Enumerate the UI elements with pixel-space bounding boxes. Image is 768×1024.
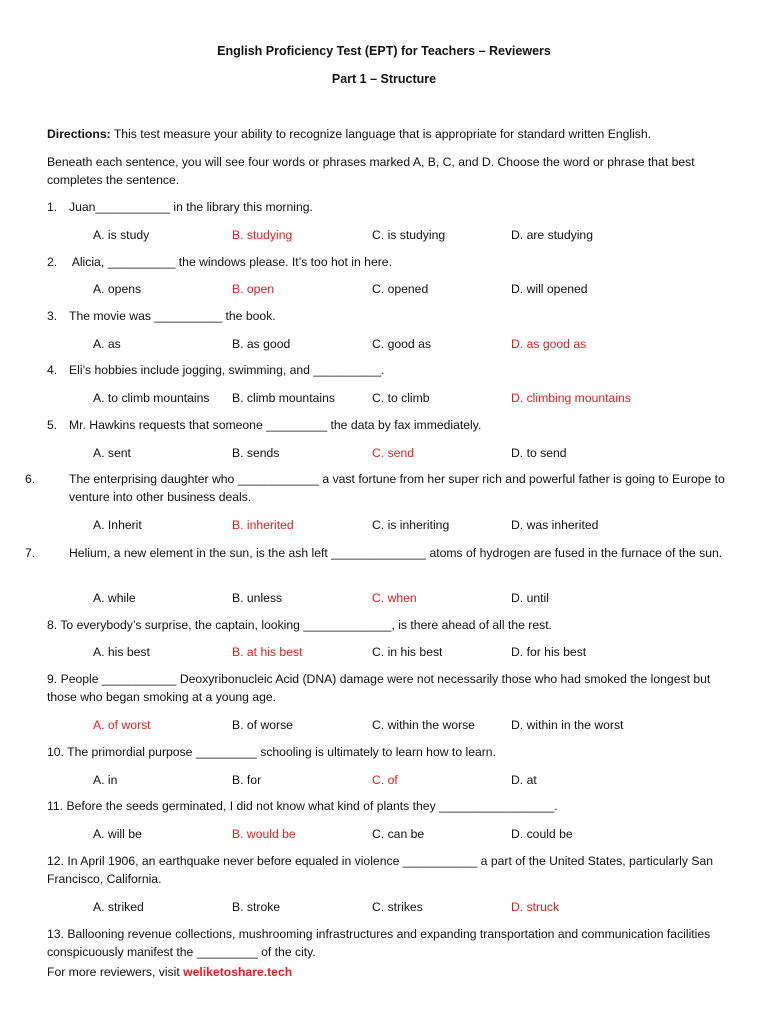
option-a[interactable]: A. is study (93, 228, 150, 242)
question-4 (47, 361, 722, 379)
option-d[interactable]: D. to send (511, 446, 567, 460)
document-subtitle: Part 1 – Structure (331, 72, 437, 86)
question-12 (47, 852, 722, 888)
option-a[interactable]: A. while (93, 591, 136, 605)
instructions: Beneath each sentence, you will see four words or phrases marked A, B, C, and D. Choose the word or phrase that best completes the sentence. (47, 155, 695, 187)
footer (47, 963, 727, 981)
option-c[interactable]: C. opened (372, 282, 429, 296)
option-c[interactable]: C. is studying (372, 228, 446, 242)
question-text: The primordial purpose _________ schooling is ultimately to learn how to learn. (67, 745, 496, 759)
question-1 (47, 198, 722, 216)
question-number: 2. (47, 255, 58, 269)
question-8 (47, 616, 722, 634)
option-c[interactable]: C. of (372, 773, 398, 787)
question-number: 3. (47, 309, 58, 323)
option-c[interactable]: C. can be (372, 827, 425, 841)
question-text: Juan___________ in the library this morning. (69, 200, 313, 214)
directions-text: This test measure your ability to recognize language that is appropriate for standard written English. (113, 127, 652, 141)
question-number: 11. (47, 799, 64, 813)
option-c[interactable]: C. good as (372, 337, 431, 351)
directions (47, 125, 727, 143)
option-b[interactable]: B. would be (232, 827, 296, 841)
document-title: English Proficiency Test (EPT) for Teachers – Reviewers (217, 44, 551, 58)
options-9 (93, 716, 733, 734)
question-text: Before the seeds germinated, I did not know what kind of plants they _________________. (66, 799, 558, 813)
question-text: In April 1906, an earthquake never before equaled in violence ___________ a part of the United States, particularly San Francisco, California. (47, 854, 714, 886)
option-c[interactable]: C. within the worse (372, 718, 475, 732)
option-a[interactable]: A. will be (93, 827, 142, 841)
question-text: Mr. Hawkins requests that someone _________ the data by fax immediately. (69, 418, 482, 432)
question-10 (47, 743, 722, 761)
options-6 (93, 516, 733, 534)
option-a[interactable]: A. to climb mountains (93, 391, 210, 405)
question-7 (25, 544, 744, 562)
question-6 (25, 470, 744, 506)
question-9 (47, 670, 722, 706)
question-number: 7. (25, 546, 36, 560)
option-b[interactable]: B. climb mountains (232, 391, 335, 405)
option-d[interactable]: D. as good as (511, 337, 587, 351)
options-2 (93, 280, 733, 298)
question-text: The enterprising daughter who ____________ a vast fortune from her super rich and powerful father is going to Europe to venture into other business deals. (69, 472, 725, 504)
question-number: 10. (47, 745, 64, 759)
footer-link[interactable]: weliketoshare.tech (183, 965, 293, 979)
options-8 (93, 643, 733, 661)
option-b[interactable]: B. inherited (232, 518, 294, 532)
option-a[interactable]: A. his best (93, 645, 150, 659)
option-a[interactable]: A. sent (93, 446, 131, 460)
option-b[interactable]: B. open (232, 282, 275, 296)
question-text: Eli’s hobbies include jogging, swimming, and __________. (69, 363, 385, 377)
option-a[interactable]: A. of worst (93, 718, 151, 732)
options-5 (93, 444, 733, 462)
options-4 (93, 389, 733, 407)
option-c[interactable]: C. when (372, 591, 417, 605)
option-a[interactable]: A. as (93, 337, 121, 351)
question-number: 13. (47, 927, 64, 941)
option-d[interactable]: D. climbing mountains (511, 391, 631, 405)
option-b[interactable]: B. for (232, 773, 262, 787)
option-d[interactable]: D. within in the worst (511, 718, 624, 732)
option-c[interactable]: C. strikes (372, 900, 423, 914)
question-13 (47, 925, 722, 961)
option-d[interactable]: D. struck (511, 900, 560, 914)
option-b[interactable]: B. unless (232, 591, 283, 605)
question-number: 4. (47, 363, 58, 377)
footer-text: For more reviewers, visit (47, 965, 184, 979)
option-b[interactable]: B. at his best (232, 645, 303, 659)
option-a[interactable]: A. in (93, 773, 118, 787)
question-number: 5. (47, 418, 58, 432)
question-number: 1. (47, 200, 58, 214)
options-10 (93, 771, 733, 789)
options-11 (93, 825, 733, 843)
option-b[interactable]: B. of worse (232, 718, 293, 732)
option-c[interactable]: C. send (372, 446, 415, 460)
option-c[interactable]: C. to climb (372, 391, 430, 405)
question-text: Ballooning revenue collections, mushrooming infrastructures and expanding transportation and communication facilities conspicuously manifest the _________ of the city. (47, 927, 711, 959)
options-12 (93, 898, 733, 916)
option-d[interactable]: D. are studying (511, 228, 593, 242)
option-d[interactable]: D. was inherited (511, 518, 599, 532)
question-3 (47, 307, 722, 325)
option-b[interactable]: B. as good (232, 337, 291, 351)
question-number: 12. (47, 854, 64, 868)
question-2 (47, 253, 722, 271)
question-text: Helium, a new element in the sun, is the ash left ______________ atoms of hydrogen are fused in the furnace of the sun. (69, 546, 723, 560)
question-text: People ___________ Deoxyribonucleic Acid (DNA) damage were not necessarily those who had smoked the longest but those who began smoking at a young age. (47, 672, 711, 704)
options-1 (93, 226, 733, 244)
question-number: 8. (47, 618, 58, 632)
question-number: 9. (47, 672, 58, 686)
options-7 (93, 589, 733, 607)
option-d[interactable]: D. for his best (511, 645, 587, 659)
option-c[interactable]: C. is inheriting (372, 518, 450, 532)
question-text: To everybody’s surprise, the captain, looking _____________, is there ahead of all the rest. (60, 618, 553, 632)
option-a[interactable]: A. opens (93, 282, 142, 296)
option-c[interactable]: C. in his best (372, 645, 443, 659)
directions-label: Directions: (47, 127, 111, 141)
option-d[interactable]: D. will opened (511, 282, 588, 296)
option-b[interactable]: B. stroke (232, 900, 281, 914)
question-text: Alicia, __________ the windows please. It’s too hot in here. (69, 255, 392, 269)
option-a[interactable]: A. Inherit (93, 518, 142, 532)
question-number: 6. (25, 472, 36, 486)
option-d[interactable]: D. until (511, 591, 549, 605)
option-d[interactable]: D. at (511, 773, 537, 787)
option-a[interactable]: A. striked (93, 900, 144, 914)
question-text: The movie was __________ the book. (69, 309, 276, 323)
options-3 (93, 335, 733, 353)
option-b[interactable]: B. studying (232, 228, 293, 242)
question-11 (47, 797, 722, 815)
question-5 (47, 416, 722, 434)
option-d[interactable]: D. could be (511, 827, 573, 841)
option-b[interactable]: B. sends (232, 446, 280, 460)
